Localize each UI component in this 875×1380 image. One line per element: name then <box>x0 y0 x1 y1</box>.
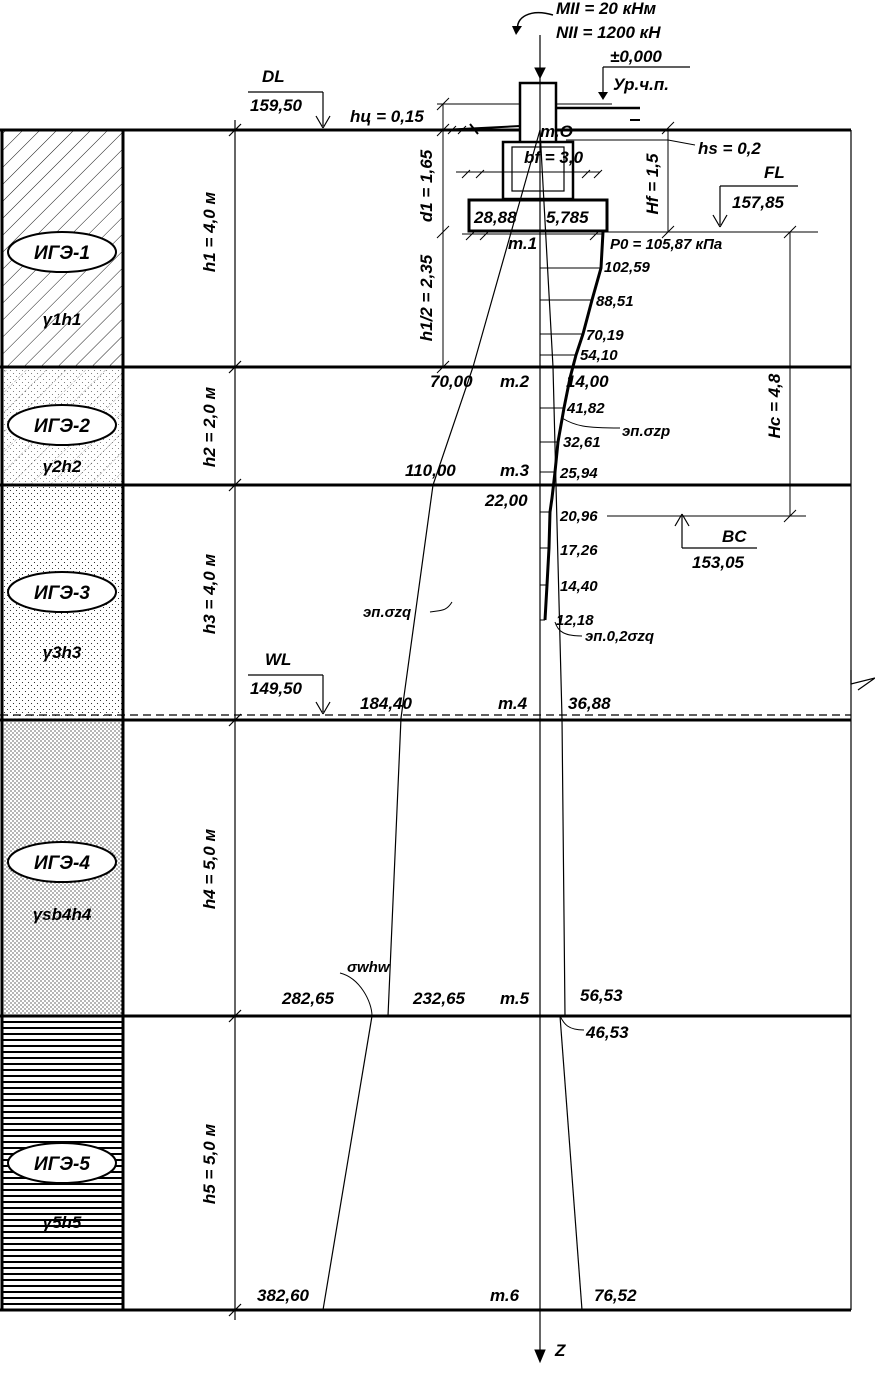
szp-5: 41,82 <box>567 400 605 417</box>
point-4: т.4 <box>498 694 528 713</box>
dl-name: DL <box>262 67 285 86</box>
layer-5-formula: γ5h5 <box>42 1213 82 1232</box>
hc-plinth-dim: hц = 0,15 <box>350 107 424 126</box>
sigma-zq-values <box>257 372 473 1305</box>
s02-t4: 36,88 <box>568 694 611 713</box>
bc-value: 153,05 <box>692 553 744 572</box>
moment-label: MII = 20 кНм <box>556 0 657 18</box>
epure-zq-label: эп.σzq <box>363 604 412 621</box>
szp-10: 14,40 <box>560 578 598 595</box>
s02-t3: 22,00 <box>485 491 528 510</box>
szp-1: 102,59 <box>604 259 650 276</box>
layer-4-formula: γsb4h4 <box>32 905 92 924</box>
h3-label: h3 = 4,0 м <box>200 553 219 635</box>
bc-name: BC <box>722 527 747 546</box>
z-axis-label: Z <box>555 1341 566 1360</box>
s02-t5: 56,53 <box>580 986 623 1005</box>
layer-2-name: ИГЭ-2 <box>34 416 90 437</box>
sigma-zp-values <box>556 259 651 629</box>
point-2: т.2 <box>500 372 530 391</box>
hs-dim: hs = 0,2 <box>698 139 761 158</box>
szq-t6: 382,60 <box>257 1286 309 1305</box>
layer-5-name: ИГЭ-5 <box>34 1154 90 1175</box>
point-1: т.1 <box>508 234 538 253</box>
point-3: т.3 <box>500 461 530 480</box>
foundation-load-left: 28,88 <box>474 208 517 227</box>
wl-value: 149,50 <box>250 679 302 698</box>
szq-t3: 110,00 <box>405 461 456 480</box>
normal-force-label: NII = 1200 кН <box>556 23 661 42</box>
layer-1-name: ИГЭ-1 <box>34 243 90 264</box>
s02-t5-below: 46,53 <box>586 1023 629 1042</box>
layer-boundaries <box>0 130 875 1310</box>
szq-t4: 184,40 <box>360 694 412 713</box>
epure-02zq-label: эп.0,2σzq <box>585 628 655 645</box>
szq-t5-water: 282,65 <box>282 989 334 1008</box>
fl-value: 157,85 <box>732 193 784 212</box>
szp-7: 25,94 <box>560 465 598 482</box>
floor-level-label: Ур.ч.п. <box>613 75 669 94</box>
szp-6: 32,61 <box>563 434 601 451</box>
szp-2: 88,51 <box>596 293 634 310</box>
szq-t5: 232,65 <box>413 989 465 1008</box>
water-pressure-label: σwhw <box>347 959 390 976</box>
layer-2-formula: γ2h2 <box>42 457 82 476</box>
h4-label: h4 = 5,0 м <box>200 828 219 910</box>
foundation-load-right: 5,785 <box>546 208 589 227</box>
fl-name: FL <box>764 163 785 182</box>
point-0: т.О <box>540 122 573 141</box>
h1-label: h1 = 4,0 м <box>200 191 219 273</box>
layer-3-name: ИГЭ-3 <box>34 583 90 604</box>
szp-4: 54,10 <box>580 347 618 364</box>
point-5: т.5 <box>500 989 530 1008</box>
h-half-dim: h1/2 = 2,35 <box>417 254 436 342</box>
szp-8: 20,96 <box>560 508 598 525</box>
d1-dim: d1 = 1,65 <box>417 149 436 223</box>
s02-t6: 76,52 <box>594 1286 637 1305</box>
sigma-zp-epure <box>540 232 620 620</box>
thickness-labels <box>200 192 219 1205</box>
dimension-lines <box>437 98 818 522</box>
szq-t2: 70,00 <box>430 372 473 391</box>
p0-label: P0 = 105,87 кПа <box>610 236 723 253</box>
point-6: т.6 <box>490 1286 520 1305</box>
hf-dim: Hf = 1,5 <box>643 153 662 215</box>
bf-dim: bf = 3,0 <box>524 148 584 167</box>
szp-11: 12,18 <box>556 612 594 629</box>
dl-value: 159,50 <box>250 96 302 115</box>
layer-4-name: ИГЭ-4 <box>34 853 90 874</box>
zero-level-label: ±0,000 <box>610 47 662 66</box>
s02-t2: 14,00 <box>566 372 609 391</box>
layer-3-formula: γ3h3 <box>42 643 82 662</box>
szp-3: 70,19 <box>586 327 624 344</box>
point-labels <box>490 122 573 1305</box>
h5-label: h5 = 5,0 м <box>200 1123 219 1205</box>
szp-9: 17,26 <box>560 542 598 559</box>
hc-dim: Hc = 4,8 <box>765 373 784 439</box>
layer-1-formula: γ1h1 <box>42 310 82 329</box>
wl-name: WL <box>265 650 292 669</box>
epure-zp-label: эп.σzp <box>622 423 671 440</box>
h2-label: h2 = 2,0 м <box>200 386 219 468</box>
